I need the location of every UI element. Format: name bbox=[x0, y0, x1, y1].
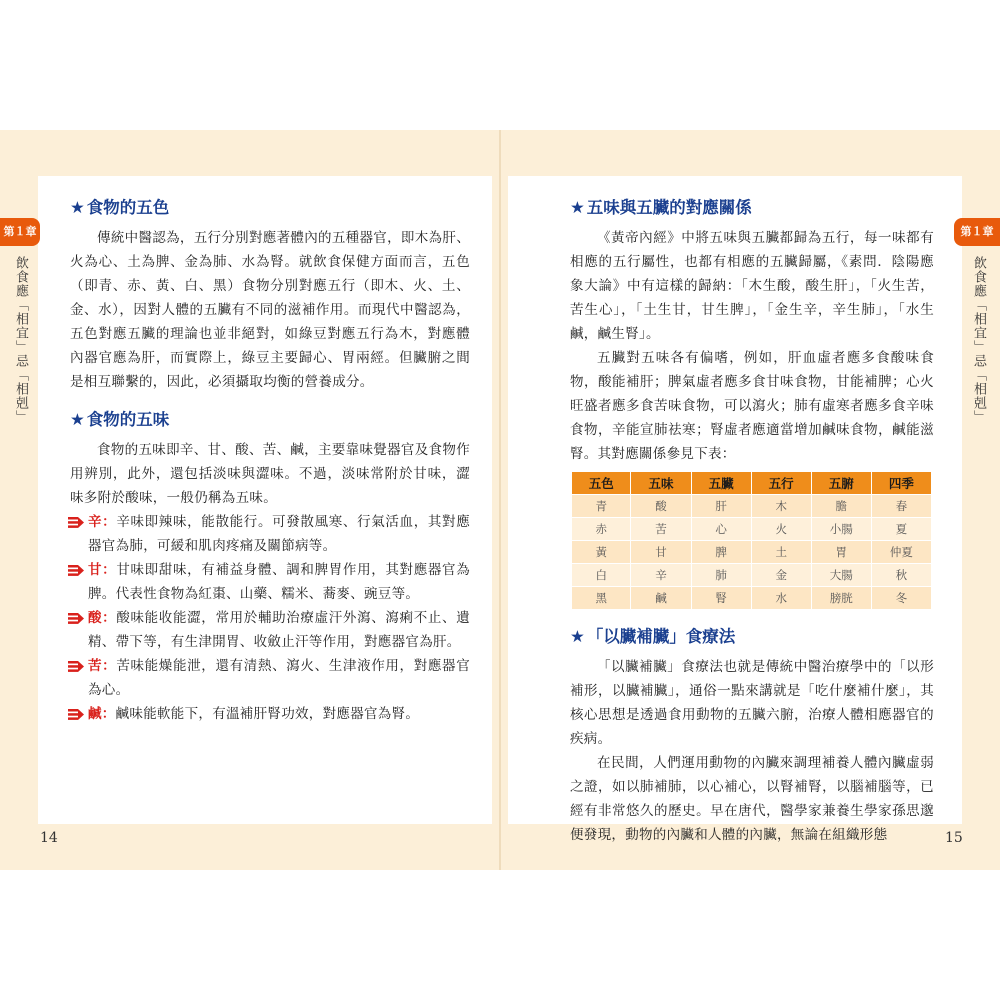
bullet-arrow-icon bbox=[68, 565, 84, 576]
bullet-arrow-icon bbox=[68, 661, 84, 672]
chapter-tab-right: 第１章 bbox=[954, 218, 1000, 246]
table-cell: 心 bbox=[691, 518, 751, 541]
table-cell: 膀胱 bbox=[811, 587, 871, 610]
paragraph: 在民間，人們運用動物的內臟來調理補養人體內臟虛弱之證，如以肺補肺，以心補心，以腎補腎，以腦補腦等，已經有非常悠久的歷史。早在唐代，醫學家兼養生學家孫思邈便發現，動物的內臟和人體的內臟，無論在組織形態 bbox=[570, 755, 934, 843]
paragraph: 五臟對五味各有偏嗜，例如，肝血虛者應多食酸味食物，酸能補肝；脾氣虛者應多食甘味食物，甘能補脾；心火旺盛者應多食苦味食物，可以瀉火；肺有虛寒者應多食辛味食物，辛能宣肺祛寒；腎虛者應適當增加鹹味食物，鹹能滋腎。其對應關係參見下表： bbox=[570, 350, 934, 462]
table-cell: 小腸 bbox=[811, 518, 871, 541]
table-cell: 酸 bbox=[631, 495, 691, 518]
flavor-term: 苦： bbox=[88, 658, 117, 674]
left-page-content bbox=[70, 180, 470, 726]
flavor-term: 甘： bbox=[88, 562, 117, 578]
paragraph: 《黃帝內經》中將五味與五臟都歸為五行，每一味都有相應的五行屬性，也都有相應的五臟歸屬，《素問．陰陽應象大論》中有這樣的歸納：「木生酸，酸生肝」，「火生苦，苦生心」，「土生甘，甘生脾」，「金生辛，辛生肺」，「水生鹹，鹹生腎」。 bbox=[570, 230, 934, 342]
table-cell: 肝 bbox=[691, 495, 751, 518]
table-cell: 大腸 bbox=[811, 564, 871, 587]
column-header: 四季 bbox=[871, 472, 931, 495]
table-cell: 辛 bbox=[631, 564, 691, 587]
paragraph: 「以臟補臟」食療法也就是傳統中醫治療學中的「以形補形，以臟補臟」，通俗一點來講就是「吃什麼補什麼」，其核心思想是透過食用動物的五臟六腑，治療人體相應器官的疾病。 bbox=[570, 659, 934, 747]
table-cell: 青 bbox=[572, 495, 631, 518]
column-header: 五味 bbox=[631, 472, 691, 495]
table-cell: 甘 bbox=[631, 541, 691, 564]
table-cell: 苦 bbox=[631, 518, 691, 541]
bullet-arrow-icon bbox=[68, 613, 84, 624]
table-cell: 夏 bbox=[871, 518, 931, 541]
table-cell: 土 bbox=[751, 541, 811, 564]
table-cell: 春 bbox=[871, 495, 931, 518]
flavor-text: 苦味能燥能泄，還有清熱、瀉火、生津液作用，對應器官為心。 bbox=[88, 658, 470, 698]
flavor-text: 甘味即甜味，有補益身體、調和脾胃作用，其對應器官為脾。代表性食物為紅棗、山藥、糯米、蕎麥、豌豆等。 bbox=[88, 562, 470, 602]
left-page-panel bbox=[38, 176, 492, 824]
table-cell: 胃 bbox=[811, 541, 871, 564]
table-cell: 木 bbox=[751, 495, 811, 518]
heading-five-colors: ★ 食物的五色 bbox=[70, 198, 170, 217]
column-header: 五行 bbox=[751, 472, 811, 495]
page-number-right: 15 bbox=[945, 830, 963, 846]
paragraph: 食物的五味即辛、甘、酸、苦、鹹，主要靠味覺器官及食物作用辨別，此外，還包括淡味與澀味。不過，淡味常附於甘味，澀味多附於酸味，一般仍稱為五味。 bbox=[70, 442, 470, 506]
table-cell: 膽 bbox=[811, 495, 871, 518]
chapter-title-left: 飲食應「相宜」忌「相剋」 bbox=[13, 256, 28, 424]
column-header: 五臟 bbox=[691, 472, 751, 495]
table-cell: 鹹 bbox=[631, 587, 691, 610]
table-cell: 黑 bbox=[572, 587, 631, 610]
table-cell: 火 bbox=[751, 518, 811, 541]
flavor-item-salty bbox=[70, 702, 470, 726]
flavor-text: 辛味即辣味，能散能行。可發散風寒、行氣活血，其對應器官為肺，可緩和肌肉疼痛及關節病等。 bbox=[88, 514, 470, 554]
right-page-content bbox=[570, 180, 934, 847]
star-icon: ★ bbox=[70, 410, 85, 429]
flavor-item-sour bbox=[70, 606, 470, 654]
table-cell: 白 bbox=[572, 564, 631, 587]
heading-five-flavors: ★ 食物的五味 bbox=[70, 410, 170, 429]
page-number-left: 14 bbox=[40, 830, 58, 846]
table-cell: 水 bbox=[751, 587, 811, 610]
heading-organ-therapy: ★ 「以臟補臟」食療法 bbox=[570, 627, 736, 646]
star-icon: ★ bbox=[570, 198, 585, 217]
table-row bbox=[572, 587, 932, 610]
table-cell: 冬 bbox=[871, 587, 931, 610]
table-cell: 黃 bbox=[572, 541, 631, 564]
flavor-text: 鹹味能軟能下，有溫補肝腎功效，對應器官為腎。 bbox=[115, 706, 420, 722]
flavor-term: 辛： bbox=[88, 514, 117, 530]
table-cell: 腎 bbox=[691, 587, 751, 610]
bullet-arrow-icon bbox=[68, 709, 84, 720]
table-cell: 金 bbox=[751, 564, 811, 587]
bullet-arrow-icon bbox=[68, 517, 84, 528]
table-cell: 赤 bbox=[572, 518, 631, 541]
flavor-text: 酸味能收能澀，常用於輔助治療虛汗外瀉、瀉痢不止、遺精、帶下等，有生津開胃、收斂止汗等作用，對應器官為肝。 bbox=[88, 610, 470, 650]
table-cell: 秋 bbox=[871, 564, 931, 587]
chapter-title-right: 飲食應「相宜」忌「相剋」 bbox=[971, 256, 986, 424]
flavor-item-pungent bbox=[70, 510, 470, 558]
column-header: 五腑 bbox=[811, 472, 871, 495]
flavor-term: 鹹： bbox=[88, 706, 116, 722]
table-cell: 脾 bbox=[691, 541, 751, 564]
table-cell: 肺 bbox=[691, 564, 751, 587]
flavor-item-sweet bbox=[70, 558, 470, 606]
chapter-tab-left: 第１章 bbox=[0, 218, 40, 246]
flavor-term: 酸： bbox=[88, 610, 117, 626]
table-row bbox=[572, 541, 932, 564]
table-header-row bbox=[572, 472, 932, 495]
star-icon: ★ bbox=[570, 627, 585, 646]
book-spread bbox=[0, 130, 1000, 870]
paragraph: 傳統中醫認為，五行分別對應著體內的五種器官，即木為肝、火為心、土為脾、金為肺、水為腎。就飲食保健方面而言，五色（即青、赤、黃、白、黑）食物分別對應五行（即木、火、土、金、水），因對人體的五臟有不同的滋補作用。而現代中醫認為，五色對應五臟的理論也並非絕對，如綠豆對應五行為木，對應體內器官應為肝，而實際上，綠豆主要歸心、胃兩經。但臟腑之間是相互聯繫的，因此，必須攝取均衡的營養成分。 bbox=[70, 230, 470, 390]
table-row bbox=[572, 495, 932, 518]
correspondence-table bbox=[572, 472, 932, 609]
column-header: 五色 bbox=[572, 472, 631, 495]
table-row bbox=[572, 518, 932, 541]
table-row bbox=[572, 564, 932, 587]
star-icon: ★ bbox=[70, 198, 85, 217]
heading-flavor-organ-relation: ★ 五味與五臟的對應關係 bbox=[570, 198, 752, 217]
flavor-item-bitter bbox=[70, 654, 470, 702]
book-spine bbox=[499, 130, 501, 870]
table-cell: 仲夏 bbox=[871, 541, 931, 564]
